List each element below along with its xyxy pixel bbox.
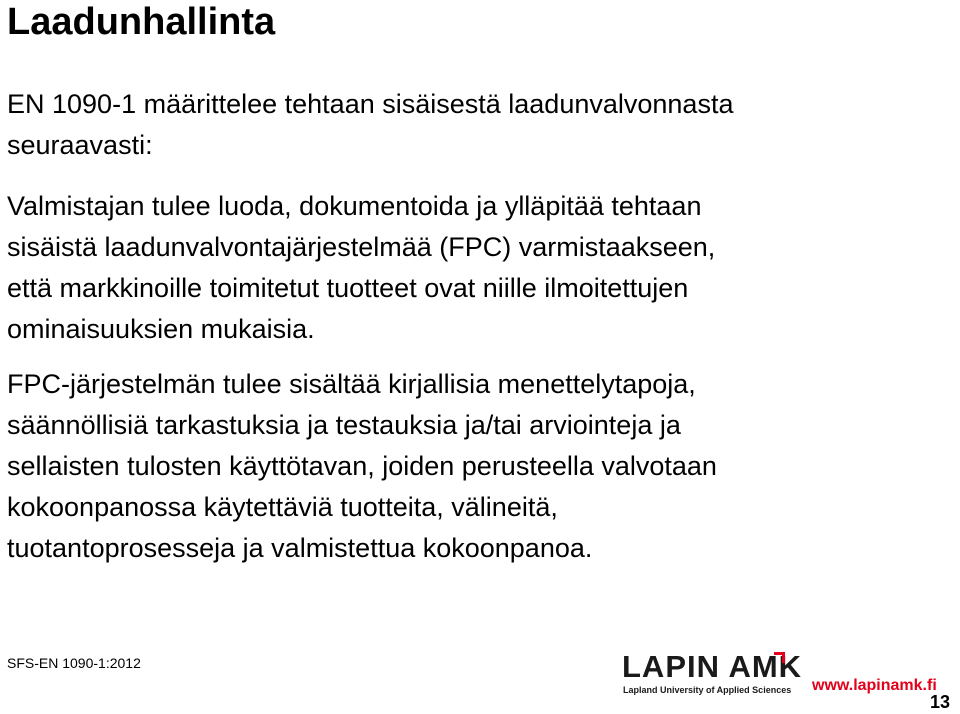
paragraph-line: ominaisuuksien mukaisia. — [7, 314, 315, 344]
paragraph-line: säännöllisiä tarkastuksia ja testauksia ja/tai arviointeja ja — [7, 410, 681, 440]
paragraph-requirement — [7, 186, 715, 350]
website-url: www.lapinamk.fi — [812, 677, 937, 694]
paragraph-line: että markkinoille toimitetut tuotteet ovat niille ilmoitettujen — [7, 273, 689, 303]
lapin-amk-logo — [622, 649, 803, 696]
paragraph-line: FPC-järjestelmän tulee sisältää kirjallisia menettelytapoja, — [7, 369, 696, 399]
slide-title: Laadunhallinta — [7, 1, 276, 43]
paragraph-line: tuotantoprosesseja ja valmistettua kokoonpanoa. — [7, 533, 593, 563]
logo-subtitle: Lapland University of Applied Sciences — [623, 685, 792, 695]
paragraph-line: sellaisten tulosten käyttötavan, joiden perusteella valvotaan — [7, 451, 717, 481]
source-reference: SFS-EN 1090-1:2012 — [7, 655, 141, 671]
page-number: 13 — [930, 692, 951, 712]
logo-corner-mark-icon — [774, 652, 785, 663]
paragraph-line: EN 1090-1 määrittelee tehtaan sisäisestä laadunvalvonnasta — [7, 89, 734, 119]
paragraph-intro — [7, 84, 733, 166]
paragraph-line: sisäistä laadunvalvontajärjestelmää (FPC) varmistaakseen, — [7, 232, 716, 262]
paragraph-line: kokoonpanossa käytettäviä tuotteita, välineitä, — [7, 492, 558, 522]
paragraph-line: seuraavasti: — [7, 130, 153, 160]
paragraph-fpc-content — [7, 364, 717, 569]
paragraph-line: Valmistajan tulee luoda, dokumentoida ja ylläpitää tehtaan — [7, 191, 702, 221]
logo-text: LAPIN AMK — [622, 649, 803, 684]
